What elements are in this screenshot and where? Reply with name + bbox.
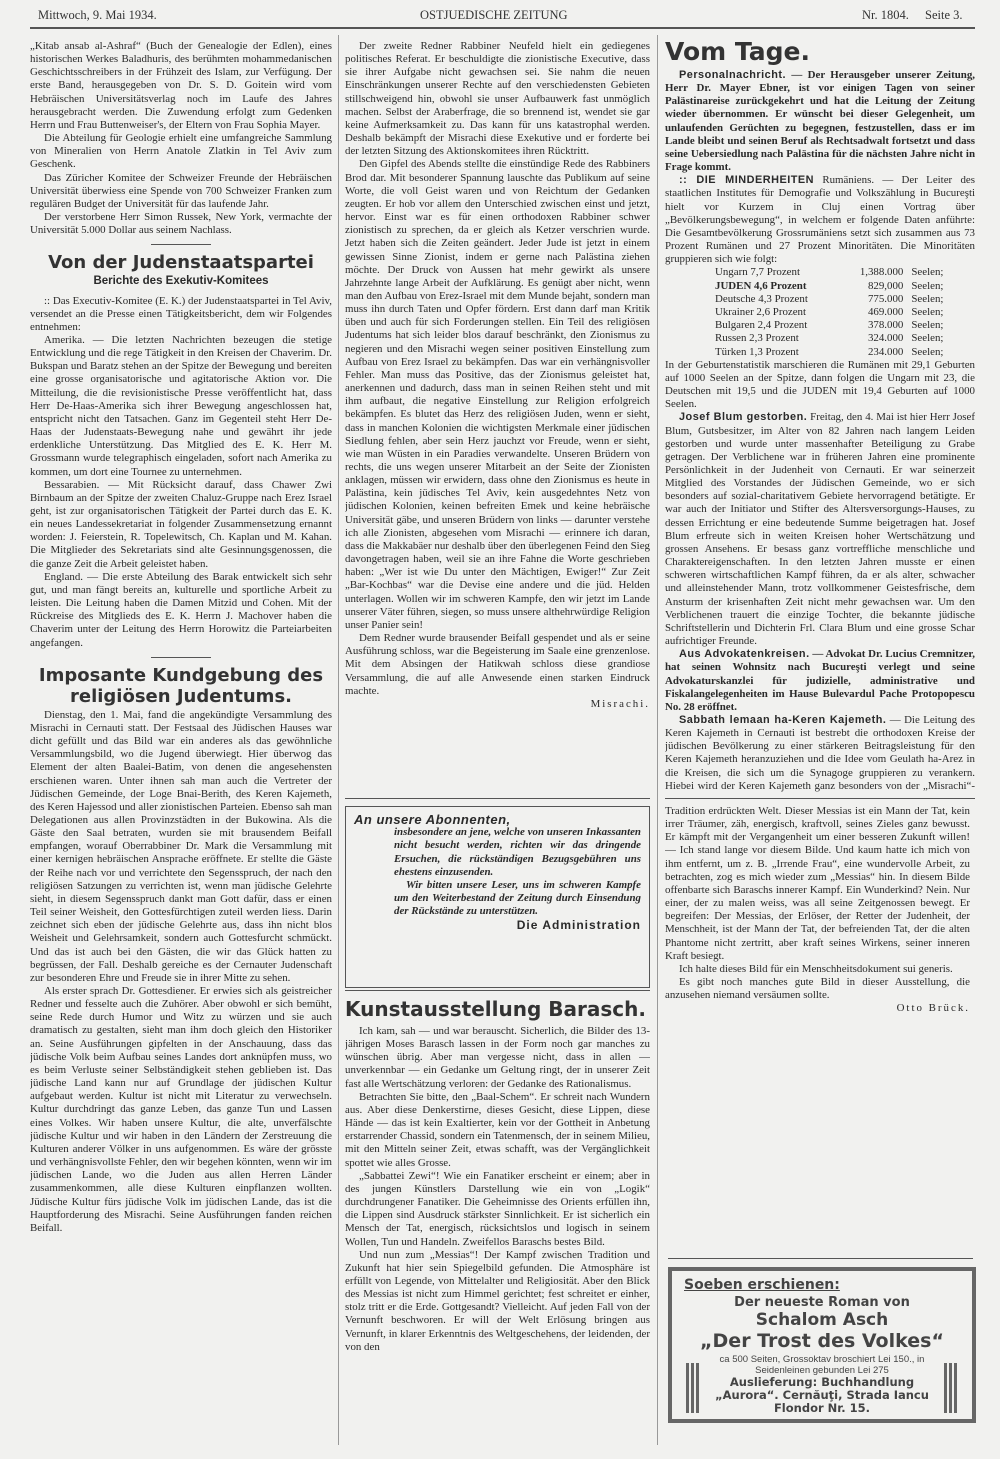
ad-address-number: Flondor Nr. 15. [773, 1401, 871, 1415]
news-text: Rumäniens. — Der Leiter des staatlichen Institutes für Demografie und Volkszählung in Bucureşti hielt vor Kurzem in Cluj einen Vortrag über „Bevölkerungsbewegung“, in welchem er folgende Daten anführte: Die Gesamtbevölkerung Grossrumäniens setzt sich zusammen aus 73 Prozent Rumänen und 27 Prozent Minoritäten. Die Minoritäten gruppieren sich wie folgt: [665, 174, 975, 266]
article-paragraph: „Sabbattei Zewi“! Wie ein Fanatiker erscheint er einem; aber in des jungen Künstlers Darstellung wie ein von „Logik“ durchdrungener Fanatiker. Die Geheimnisse des Orients erfüllen ihn, die Lippen sind Ausdruck stärkster Sinnlichkeit. Er ist sicherlich ein Mensch der Tat, energisch, rücksichtslos und logisch in seinem Wollen, Tun und Handeln. Zweifellos Baraschs bestes Bild. [345, 1169, 650, 1248]
news-lead: Josef Blum gestorben. [679, 411, 808, 424]
news-text: Freitag, den 4. Mai ist hier Herr Josef Blum, Gutsbesitzer, im Alter von 82 Jahren nach langem Leiden gestorben und wurde unter massenhafter Beteiligung zu Grabe getragen. Der Verblichene war in früheren Jahren eine prominente Persönlichkeit in der Judenheit von Cernauti. Er war seinerzeit Mitglied des Vorstandes der Jüdischen Gemeinde, wo er sich besonders auf sozial-charitativem Gebiete hervorragend betätigte. Er war auch der Initiator und Stifter des Altersversorgungs-Hauses, zu dessen Errichtung er eine bedeutende Summe beigetragen hat. Josef Blum erfreute sich in weiten Kreisen hoher Wertschätzung und grossen Ansehens. Er besass ganz vortreffliche menschliche und Charaktereigenschaften. In den letzten Jahren musste er einen schweren wirtschaftlichen Kampf führen, da er als alter, schwacher und alleinstehender Mann, trotz vollkommener Geistesfrische, dem Ansturm der krisenhaften Zeit nicht mehr gewachsen war. Um den Verblichenen trauert die einzige Tochter, die bekannte jüdische Schriftstellerin und Dichterin Frl. Clara Blum und eine grosse Schar aufrichtiger Freunde. [665, 411, 975, 648]
notice-text: Wir bitten unsere Leser, uns im schweren Kampfe um den Weiterbestand der Zeitung durch Einsendung der Rückstände zu unterstützen. [394, 879, 641, 918]
article-paragraph: Und nun zum „Messias“! Der Kampf zwischen Tradition und Zukunft hat hier sein Spiegelbild gefunden. Die Atmosphäre ist erfüllt von Legende, von Mittelalter und Religiosität. Aber den Blick des Messias ist nicht zum Himmel gerichtet; fest schreitet er einher, stolz tritt er die Erde. Gottgesandt? Vielleicht. Auf jeden Fall von der Vernunft beschworen. Er will der Welt Erlösung bringen aus Vernunft, in klarer Erkenntnis des Weltgeschehens, der leidenden, der von den [345, 1248, 650, 1353]
news-text: — Die Leitung des Keren Kajemeth in Cernauti ist bestrebt die orthodoxen Kreise der jüdischen Bevölkerung zu einer stärkeren Beitragsleistung für den Keren Kajemeth heranzuziehen und die Idee vom Geulath ha-Arez in die Kreisen, die sich um die Synagoge gruppieren zu verankern. Hiebei wird der Keren Kajemeth ganz besonders von der „Misrachi“- [665, 713, 975, 792]
news-lead: Sabbath lemaan ha-Keren Kajemeth. [679, 713, 887, 726]
group: Deutsche 4,3 Prozent [715, 292, 808, 305]
notice-signature: Die Administration [516, 917, 641, 932]
count: 469.000 [867, 305, 904, 318]
column-divider [657, 35, 658, 1445]
article-paragraph: Es gibt noch manches gute Bild in dieser Ausstellung, die anzusehen niemand versäumen sollte. [665, 976, 970, 1002]
book-advertisement [668, 1267, 976, 1423]
group: Türken 1,3 Prozent [715, 345, 799, 358]
article-paragraph: Den Gipfel des Abends stellte die einstündige Rede des Rabbiners Brod dar. Mit besonderer Spannung lauschte das Publikum auf seine Worte, die voll Geist waren und von Reichtum der Gedanken zeugten. Er hob vor allem den Unterschied zwischen einst und jetzt, hervor. Einst war es für einen orthodoxen Rabbiner schwer zionistisch zu sprechen, da er gleich als Ketzer verschrien wurde. Jetzt haben sich die Zeiten geändert. Jeder Jude ist jetzt in einem gewissen Sinne Zionist, indem er gerne nach Palästina ziehen möchte. Der Druck von Aussen hat mehr gewirkt als unsere Jahrzehnte lange Arbeit der Aufklärung. Es genügt aber nicht, wenn man den Aufbau von Erez-Israel mit dem Munde bejaht, sondern man muss ihn durch Taten und Opfer fördern. Erst dann darf man Kritik üben und auch für sich Forderungen stellen. Ein Teil des religiösen Judentums hat sich leider blos darauf beschränkt, den Zionismus zu negieren und den Misrachi wegen seiner positiven Einstellung zum Aufbau von Erez Israel zu bekämpfen. Das war ein verhängnisvoller Fehler. Man muss das Positive, das der Zionismus geleistet hat, anerkennen und dadurch, dass man in seinen Reihen steht und mit ihm aufbaut, die negative Einstellung zur Religion erfolgreich bekämpfen. Es blutet das Herz des religiösen Juden, wenn er sieht, dass in manchen Kolonien die wichtigsten Merkmale einer jüdischen Siedlung fehlen, aber sein Herz jauchzt vor Freude, wenn er sieht, wie man Wüsten in ein Paradies verwandelte. Unseren Brüdern von rechts, die uns wegen unserer Mitarbeit an der Seite der Zionisten anklagen, müssen wir erwidern, dass ohne den Zionismus es heute in Palästina, kein jüdisches Tel Aviv, kein ausgedehntes Netz von jüdischen Kolonien, keinen befreiten Emek und keine hebräische Universität gäbe, und unseren Brüdern von links — darunter verstehe ich alle Zionisten, abgesehen vom Misrachi — erinnere ich daran, dass die Makkabäer nur deshalb über den überlegenen Feind den Sieg davongetragen haben, weil sie an ihre Fahne die Worte geschrieben haben: „Wer ist wie Du unter den Mächtigen, Ewiger!“ Zur Zeit „Bar-Kochbas“ war die Devise eine andere und die jüd. Helden unterlagen. Wollen wir im schweren Kampfe, den wir jetzt im Lande unserer Väter führen, siegen, so muss unsere althehrwürdige Religion unser Panier sein! [345, 158, 650, 631]
group: JUDEN 4,6 Prozent [715, 279, 807, 292]
newspaper-title: OSTJUEDISCHE ZEITUNG [420, 8, 568, 22]
count: 1,388.000 [859, 266, 904, 279]
article-paragraph: Bessarabien. — Mit Rücksicht darauf, dass Chawer Zwi Birnbaum an der Spitze der zweiten Chaluz-Gruppe nach Erez Israel geht, ist zur organisatorischen Tätigkeit der Partei durch das E. K. ein neues Landessekretariat in folgender Zusammensetzung ernannt worden: J. Feierstein, R. Topelewitsch, Ch. Kaplan und M. Kahan. Die Mitglieder des Sekretariats sind alte Gesinnungsgenossen, die die ganze Zeit die Arbeit geleistet haben. [30, 478, 332, 570]
news-lead: Aus Advokatenkreisen. [679, 648, 810, 661]
table-row [715, 346, 955, 359]
count: 775.000 [867, 292, 904, 305]
news-text: — Advokat Dr. Lucius Cremnitzer, hat seinen Wohnsitz nach Bucureşti verlegt und seine Advokaturskanzlei für judizielle, administrative und Fiskalangelegenheiten im Hause Bulevardul Pache Protopopescu No. 28 eröffnet. [665, 648, 975, 713]
article-paragraph: Als erster sprach Dr. Gottesdiener. Er erwies sich als geistreicher Redner und fesselte auch die Zuhörer. Aber obwohl er sich bemüht, seine Rede durch Humor und Witz zu würzen und sie auch dramatisch zu gestalten, sieht man ihm doch gleich den Historiker an. Seine Ausführungen gipfelten in der Anschauung, dass das jüdische Volk beim Aufbau seines Landes dort anknüpfen muss, wo es beim Verluste seiner Selbständigkeit stehen geblieben ist. Das jüdische Land kann nur auf Grundlage der jüdischen Kultur aufgebaut werden. Kultur ist nicht mit Literatur zu verwechseln. Kultur durchdringt das ganze Leben, das ganze Tun und Lassen eines Volkes. Wir haben unsere Kultur, die alte, unverfälschte jüdische Kultur und wir haben in den Ländern der Zerstreuung die Kulturen anderer Völker in uns aufgenommen. Es wäre der grösste und verhängnisvollste Fehler, den wir begehen könnten, wenn wir im jüdischen Lande, wo die Juden aus allen Herren Länder zusammenkommen, alle diese Kulturen einpflanzen wollten. Jüdische Kultur fürs jüdische Volk im jüdischen Lande, das ist die Hauptforderung des Misrachi. Seine Ausführungen fanden reichen Beifall. [30, 985, 332, 1234]
article-paragraph: Betrachten Sie bitte, den „Baal-Schem“. Er schreit nach Wundern aus. Aber diese Denkerstirne, dieses Gesicht, diese Lippen, diese Hände — das ist kein Exaltierter, kein vor der Gottheit in Anbetung erstarrender Chassid, sondern ein Tatenmensch, der in seinem Milieu, mit den Mitteln seiner Zeit, etwas schafft, was der Vergänglichkeit spottet wie alles Grosse. [345, 1090, 650, 1169]
count: 829,000 [867, 279, 904, 292]
unit: Seelen; [911, 319, 944, 332]
header-rule [30, 27, 975, 29]
table-row [715, 293, 955, 306]
article-paragraph: Die Abteilung für Geologie erhielt eine umfangreiche Sammlung von Mineralien von Herrn Anatole Zlatkin in Tel Aviv zum Geschenk. [30, 132, 332, 171]
minorities-table [715, 266, 955, 358]
news-text: In der Geburtenstatistik marschieren die Rumänen mit 29,1 Geburten auf 1000 Seelen an der Spitze, dann folgen die Ungarn mit 23, die Deutschen mit 19,5 und die JUDEN mit 19,4 Geburten auf 1000 Seelen. [665, 358, 975, 411]
article-paragraph: Dienstag, den 1. Mai, fand die angekündigte Versammlung des Misrachi in Cernauti statt. Der Festsaal des Jüdischen Hauses war dicht gefüllt und das Bild war ein anderes als das gewöhnliche Versammlungsbild, wo die Jugend überwiegt. Hier überwog das Element der alten Baalei-Batim, von denen die angesehensten erschienen waren. Unter ihnen sah man auch die Vertreter der Jüdischen Gemeinde, der Loge Bnai-Berith, des Keren Kajemeth, des Keren Hajessod und aller zionistischen Parteien. Ebenso sah man Delegationen aus allen Provinzstädten in der Bukowina. Als die Gäste den Saal betraten, wurden sie mit brausendem Beifall empfangen, worauf Oberrabbiner Dr. Mark die Versammlung mit einer kernigen hebräischen Ansprache eröffnete. Er stellte die Gäste der Reihe nach vor und verrichtete den Segensspruch, der nach den religiösen Satzungen zu verrichten ist, wenn man jüdische Gelehrte sieht, in diesem Segensspruch dankt man Gott dafür, dass er einen Teil seiner Weisheit, den Gottesfürchtigen zuteil werden liess. Darin zeichnet sich eben der jüdische Gelehrte aus, dass ihn nicht blos Weisheit und Gelehrsamkeit, sondern auch Gottesfurcht schmückt. Und das ist auch bei den Gästen, die wir das Glück hatten zu begrüssen, der Fall. Deshalb gereiche es der Cernauter Judenschaft zur besonderen Ehre und Freude sie in ihrer Mitte zu sehen. [30, 708, 332, 984]
headline-judenstaatspartei: Von der Judenstaatspartei [48, 252, 314, 274]
article-paragraph: Der zweite Redner Rabbiner Neufeld hielt ein gediegenes politisches Referat. Er beschuldigte die zionistische Executive, dass sie ihrer Aufgabe nicht gewachsen sei. Sie nahm die neuen Einschränkungen unserer Rechte auf den verschiedensten Gebieten stillschweigend hin, obwohl sie unser Aufbauwerk fast unmöglich machen. Selbst der Araberfrage, die so brennend ist, wendet sie gar keine Aufmerksamkeit zu. Das kann für uns katastrophal werden. Deshalb bekämpft der Misrachi diese Exekutive und er forderte bei der letzten Sitzung des Aktionskomitees ihren Rücktritt. [345, 40, 650, 158]
group: Ungarn 7,7 Prozent [715, 266, 800, 279]
news-text: — Der Herausgeber unserer Zeitung, Herr Dr. Mayer Ebner, ist vor einigen Tagen von seiner Palästinareise zurückgekehrt und hat die Leitung der Zeitung wieder übernommen. Er wünscht bei dieser Gelegenheit, um unlaufenden Gerüchten zu begegnen, festzustellen, dass er im Lande bleibt und seinen Beruf als Rechtsadwalt fortsetzt und dass seine Uebersiedlung nach Palästina für die nächsten Jahre nicht in Frage kommt. [665, 69, 975, 174]
group: Bulgaren 2,4 Prozent [715, 319, 808, 332]
count: 324.000 [867, 332, 904, 345]
article-signature: Misrachi. [590, 697, 650, 710]
headline-kundgebung: Imposante Kundgebung des religiösen Judentums. [38, 664, 324, 707]
news-lead: Personalnachricht. [679, 69, 787, 81]
unit: Seelen; [911, 332, 944, 345]
article-paragraph: Ich kam, sah — und war berauscht. Sicherlich, die Bilder des 13-jährigen Moses Barasch lassen in der Form noch gar manches zu wünschen übrig. Aber man vergesse nicht, dass in allen — unverkennbar — ein Gedanke um Geltung ringt, der in unserer Zeit fast alle Wertschätzung verloren: der Gedanke des Rationalismus. [345, 1025, 650, 1090]
middle-column [345, 40, 650, 792]
right-column [665, 38, 975, 793]
table-row [715, 332, 955, 345]
table-row [715, 319, 955, 332]
ad-subtitle: Der neueste Roman von [734, 1295, 910, 1310]
unit: Seelen; [911, 345, 944, 358]
ad-announcement: Soeben erschienen: [684, 1277, 840, 1293]
article-paragraph: Dem Redner wurde brausender Beifall gespendet und als er seine Ausführung schloss, war die Begeisterung im Saale eine grenzenlose. Mit dem Absingen der Hatikwah schloss diese grandiose Versammlung, die auf alle Anwesende einen starken Eindruck machte. [345, 632, 650, 697]
page-number: Seite 3. [925, 8, 963, 22]
unit: Seelen; [911, 305, 944, 318]
divider [151, 657, 211, 658]
headline-kunstausstellung: Kunstausstellung Barasch. [345, 997, 646, 1021]
table-row [715, 306, 955, 319]
ad-address: „Aurora“. Cernăuţi, Strada Iancu [715, 1388, 929, 1402]
article-paragraph: Ich halte dieses Bild für ein Menschheitsdokument sui generis. [679, 962, 953, 975]
table-row [715, 280, 955, 293]
decorative-bars-icon [686, 1363, 700, 1413]
divider [668, 1258, 973, 1259]
article-paragraph: Das Züricher Komitee der Schweizer Freunde der Hebräischen Universität überwiess eine Spende von 700 Schweizer Franken zum regulären Budget der Universität für das laufende Jahr. [30, 171, 332, 210]
article-paragraph: Amerika. — Die letzten Nachrichten bezeugen die stetige Entwicklung und die rege Tätigkeit in den Kreisen der Chaverim. Dr. Bukspan und Baratz stehen an der Spitze der Bewegung und bereiten eine grosse organisatorische und agitatorische Aktion vor. Die Mitteilung, die die revisionistische Presse veröffentlicht hat, dass Herr De-Haas-Amerika sich ihrer Bewegung angeschlossen hat, entspricht nicht den Tatsachen. Ganz im Gegenteil steht Herr De-Haas der Judenstaats-Bewegung nahe und gewährt ihr jede erdenkliche Unterstützung. Das Mitglied des E. K. Herr M. Grossmann wurde telegraphisch eingeladen, sofort nach Amerika zu kommen, um dort eine Tournee zu unternehmen. [30, 333, 332, 478]
article-paragraph: Tradition erdrückten Welt. Dieser Messias ist ein Mann der Tat, kein irrer Träumer, zäh, energisch, kraftvoll, seines Zieles ganz bewusst. Er kämpft mit der Vergangenheit um einer besseren Zukunft willen! — Ich stand lange vor diesem Bilde. Und kaum hatte ich mich von ihm entfernt, um z. B. „Irrende Frau“, eine wundervolle Arbeit, zu betrachten, zog es mich wieder zum „Messias“ hin. In diesem Bilde offenbarte sich Baraschs innerer Kampf. Ein Wunderkind? Nein. Nur einer, der zu malen weiss, was all seine Zeitgenossen bewegt. Er begreifen: Der Messias, der Erlöser, der Retter der Judenheit, der Menschheit, ist der Mann der Tat, der befreienden Tat, der die alten Phantome nicht zertritt, aber kraft seines Wirkens, seiner inneren Kraft besiegt. [665, 805, 970, 962]
unit: Seelen; [911, 279, 944, 292]
article-paragraph: „Kitab ansab al-Ashraf“ (Buch der Genealogie der Edlen), eines historischen Werkes Baladhuris, des berühmten mohammedanischen Geschichtsschreibers in der Frühzeit des Islam, zur Verfügung. Der erste Band, herausgegeben von Dr. S. D. Goitein wird vom Hebräischen Universitätsverlag noch im Laufe des Jahres herausgebracht werden. Die Zuwendung erfolgt zum Gedenken Herrn und Frau Buttenweiser's, der Eltern von Frau Sophia Mayer. [30, 40, 332, 131]
divider [151, 244, 211, 245]
column-divider [338, 35, 339, 1445]
divider [665, 798, 975, 799]
news-lead: :: DIE MINDERHEITEN [679, 174, 815, 187]
section-title-vom-tage: Vom Tage. [665, 38, 810, 66]
notice-text: insbesondere an jene, welche von unseren Inkassanten nicht besucht werden, richten wir das dringende Ersuchen, die rückständigen Bezugsgebühren uns ehestens einzusenden. [394, 826, 641, 878]
article-paragraph: England. — Die erste Abteilung des Barak entwickelt sich sehr gut, und man fängt bereits an, kulturelle und sportliche Arbeit zu leisten. Die Leitung haben die Damen Mitzid und Cohen. Mit der Rückreise des Mitglieds des E. K. Herrn J. Machover haben die Chaverim unter der Leitung des Herrn Horowitz die Parteiarbeiten angefangen. [30, 570, 332, 649]
divider [345, 798, 650, 799]
count: 234.000 [867, 345, 904, 358]
ad-book-title: „Der Trost des Volkes“ [700, 1330, 944, 1352]
table-row [715, 266, 955, 279]
article-paragraph: Der verstorbene Herr Simon Russek, New York, vermachte der Universität 5.000 Dollar aus seinem Nachlass. [30, 211, 332, 237]
group: Ukrainer 2,6 Prozent [715, 305, 807, 318]
article-paragraph: :: Das Executiv-Komitee (E. K.) der Judenstaatspartei in Tel Aviv, versendet an die Presse einen Tätigkeitsbericht, dem wir Folgendes entnehmen: [30, 294, 332, 333]
issue-number: Nr. 1804. [862, 8, 909, 22]
unit: Seelen; [911, 266, 944, 279]
decorative-bars-icon [944, 1363, 958, 1413]
ad-author: Schalom Asch [755, 1310, 889, 1330]
ad-price: ca 500 Seiten, Grossoktav broschiert Lei 150., in Seidenleinen gebunden Lei 275 [719, 1354, 925, 1376]
subheadline: Berichte des Exekutiv-Komitees [93, 275, 269, 288]
subscriber-notice [345, 806, 650, 988]
unit: Seelen; [911, 292, 944, 305]
count: 378.000 [867, 319, 904, 332]
left-column [30, 40, 332, 1445]
art-article-column [345, 996, 650, 1446]
art-article-continued [665, 805, 970, 1245]
issue-date: Mittwoch, 9. Mai 1934. [38, 8, 157, 22]
ad-distributor: Auslieferung: Buchhandlung [729, 1375, 915, 1389]
group: Russen 2,3 Prozent [715, 332, 799, 345]
notice-title: An unsere Abonnenten, [354, 812, 511, 827]
article-signature: Otto Brück. [896, 1002, 970, 1015]
divider [345, 990, 650, 991]
